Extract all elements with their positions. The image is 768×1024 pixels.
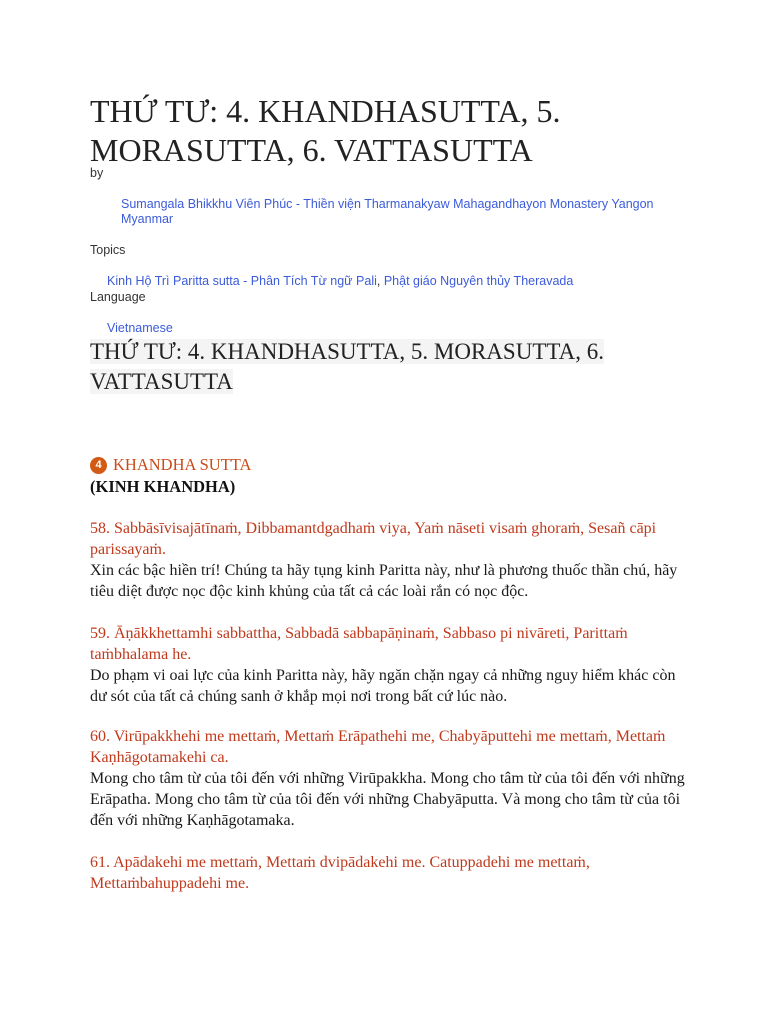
- language-label: Language: [90, 290, 146, 304]
- topic-link-paritta[interactable]: Kinh Hộ Trì Paritta sutta - Phân Tích Từ ngữ Pali: [107, 274, 377, 288]
- verse-pali: 61. Apādakehi me mettaṁ, Mettaṁ dvipādakehi me. Catuppadehi me mettaṁ, Mettaṁbahuppadehi me.: [90, 854, 590, 892]
- section-title: KHANDHA SUTTA: [113, 455, 252, 474]
- topics-list: [107, 274, 573, 289]
- section-heading: [90, 455, 251, 475]
- verse-translation: Xin các bậc hiền trí! Chúng ta hãy tụng kinh Paritta này, như là phương thuốc thần chú, hãy tiêu diệt được nọc độc kinh khủng của tất cả các loài rắn có nọc độc.: [90, 562, 678, 600]
- verse-translation: Mong cho tâm từ của tôi đến với những Virūpakkha. Mong cho tâm từ của tôi đến với những Erāpatha. Mong cho tâm từ của tôi đến với những Chabyāputta. Và mong cho tâm từ của tôi đến với những Kaṇhāgotamaka.: [90, 770, 685, 829]
- verse-61: [90, 852, 690, 894]
- section-number-badge: 4: [90, 457, 107, 474]
- language-link[interactable]: Vietnamese: [107, 321, 173, 335]
- topic-separator: ,: [376, 274, 384, 288]
- verse-pali: 58. Sabbāsīvisajātīnaṁ, Dibbamantdgadhaṁ viya, Yaṁ nāseti visaṁ ghoraṁ, Sesañ cāpi parissayaṁ.: [90, 520, 657, 558]
- verse-translation: Do phạm vi oai lực của kinh Paritta này, hãy ngăn chặn ngay cả những nguy hiểm khác còn dư sót của tất cả chúng sanh ở khắp mọi nơi trong bất cứ lúc nào.: [90, 667, 676, 705]
- verse-59: [90, 623, 690, 707]
- body-title-text: THỨ TƯ: 4. KHANDHASUTTA, 5. MORASUTTA, 6. VATTASUTTA: [90, 339, 604, 394]
- topic-link-theravada[interactable]: Phật giáo Nguyên thủy Theravada: [383, 274, 574, 288]
- document-title: THỨ TƯ: 4. KHANDHASUTTA, 5. MORASUTTA, 6. VATTASUTTA: [90, 93, 561, 168]
- verse-pali: 60. Virūpakkhehi me mettaṁ, Mettaṁ Erāpathehi me, Chabyāputtehi me mettaṁ, Mettaṁ Kaṇhāgotamakehi ca.: [90, 728, 666, 766]
- verse-60: [90, 726, 690, 831]
- author-link[interactable]: Sumangala Bhikkhu Viên Phúc - Thiền viện Tharmanakyaw Mahagandhayon Monastery Yangon Myanmar: [121, 197, 654, 226]
- verse-58: [90, 518, 690, 602]
- by-label: by: [90, 166, 104, 180]
- verse-pali: 59. Āṇākkhettamhi sabbattha, Sabbadā sabbapāṇinaṁ, Sabbaso pi nivāreti, Parittaṁ taṁbhalama he.: [90, 625, 628, 663]
- topics-label: Topics: [90, 243, 126, 257]
- body-title: [90, 337, 700, 397]
- section-subtitle: (KINH KHANDHA): [90, 477, 236, 496]
